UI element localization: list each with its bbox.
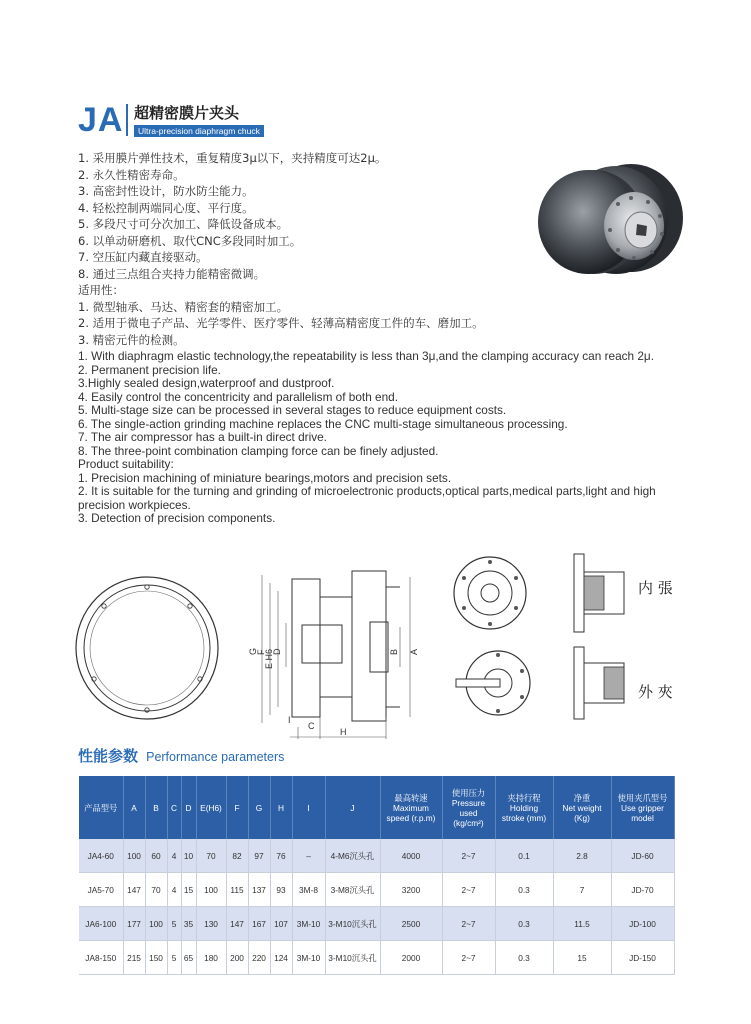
header-divider [126, 104, 128, 136]
section-view-drawing [250, 567, 460, 739]
dim-f: F [256, 649, 266, 655]
front-view-drawing [74, 575, 220, 721]
table-header-cell: C [167, 776, 181, 839]
table-cell: JA8-150 [79, 941, 123, 975]
table-cell: 100 [123, 839, 145, 873]
table-cell: 4-M6沉头孔 [325, 839, 380, 873]
feature-cn-item: 2. 永久性精密寿命。 [78, 167, 185, 182]
dim-b: B [389, 648, 399, 655]
dim-e: E H6 [264, 648, 274, 669]
table-cell: 2~7 [442, 873, 495, 907]
feature-en-item: 4. Easily control the concentricity and parallelism of both end. [78, 389, 398, 404]
table-row [79, 941, 674, 975]
table-cell: 147 [123, 873, 145, 907]
table-cell: 3-M10沉头孔 [325, 907, 380, 941]
inner-section-drawing [570, 550, 630, 636]
feature-en-item: 3. Detection of precision components. [78, 511, 276, 525]
table-cell: 177 [123, 907, 145, 941]
table-cell: 65 [181, 941, 196, 975]
table-cell: 97 [248, 839, 270, 873]
table-cell: JA5-70 [79, 873, 123, 907]
feature-cn-item: 8. 通过三点组合夹持力能精密微调。 [78, 266, 266, 281]
dim-g: G [248, 647, 258, 655]
features-cn [78, 150, 518, 348]
inner-chuck-drawing [450, 550, 530, 636]
table-cell: 2~7 [442, 941, 495, 975]
feature-cn-item: 1. 采用膜片弹性技术，重复精度3μ以下，夹持精度可达2μ。 [78, 151, 387, 165]
performance-table [79, 776, 675, 975]
table-cell: 124 [270, 941, 292, 975]
table-header-cell: 使用压力 Pressure used (kg/cm²) [442, 776, 495, 839]
table-header-cell: E(H6) [196, 776, 226, 839]
table-cell: 2~7 [442, 839, 495, 873]
table-cell: 3M-8 [292, 873, 325, 907]
table-cell: 0.3 [495, 907, 553, 941]
table-cell: 200 [226, 941, 248, 975]
table-header-cell: 最高转速 Maximum speed (r.p.m) [380, 776, 442, 839]
feature-cn-item: 1. 微型轴承、马达、精密套的精密加工。 [78, 299, 289, 314]
inner-expand-label: 内 張 [638, 579, 673, 597]
feature-en-item: 2. Permanent precision life. [78, 362, 221, 377]
table-cell: 2500 [380, 907, 442, 941]
product-title-cn: 超精密膜片夹头 [134, 104, 240, 122]
table-cell: 107 [270, 907, 292, 941]
feature-cn-item: 3. 高密封性设计，防水防尘能力。 [78, 184, 254, 198]
table-cell: 147 [226, 907, 248, 941]
table-cell: 7 [553, 873, 611, 907]
table-row [79, 907, 674, 941]
feature-cn-item: 6. 以单动研磨机、取代CNC多段同时加工。 [78, 233, 302, 248]
table-cell: 70 [145, 873, 167, 907]
table-cell: 5 [167, 941, 181, 975]
dim-c: C [308, 721, 315, 731]
table-header-cell: 净重 Net weight (Kg) [553, 776, 611, 839]
table-cell: 60 [145, 839, 167, 873]
table-header-cell: J [325, 776, 380, 839]
table-cell: JD-100 [611, 907, 674, 941]
table-cell: 130 [196, 907, 226, 941]
table-header-row [79, 776, 674, 839]
table-cell: 93 [270, 873, 292, 907]
table-header-cell: 夹持行程 Holding stroke (mm) [495, 776, 553, 839]
table-cell: 3M-10 [292, 907, 325, 941]
feature-en-item: 1. With diaphragm elastic technology,the repeatability is less than 3μ,and the clamping accuracy can reach 2μ. [78, 349, 655, 363]
table-cell: 115 [226, 873, 248, 907]
table-cell: 15 [181, 873, 196, 907]
table-cell: 150 [145, 941, 167, 975]
table-row [79, 873, 674, 907]
feature-en-item: 1. Precision machining of miniature bearings,motors and precision sets. [78, 470, 452, 485]
table-cell: 100 [145, 907, 167, 941]
table-cell: 35 [181, 907, 196, 941]
table-cell: JA6-100 [79, 907, 123, 941]
feature-cn-item: 2. 适用于微电子产品、光学零件、医疗零件、轻薄高精密度工件的车、磨加工。 [78, 316, 484, 330]
table-header-cell: I [292, 776, 325, 839]
table-header-cell: G [248, 776, 270, 839]
table-cell: 82 [226, 839, 248, 873]
table-cell: 2000 [380, 941, 442, 975]
features-en [78, 350, 678, 526]
dim-h: H [340, 727, 347, 737]
table-header-cell: H [270, 776, 292, 839]
product-photo [536, 160, 686, 280]
table-cell: 11.5 [553, 907, 611, 941]
table-cell: 2.8 [553, 839, 611, 873]
table-cell: 215 [123, 941, 145, 975]
table-cell: 137 [248, 873, 270, 907]
performance-title-cn: 性能参数 [78, 747, 139, 765]
feature-cn-item: 5. 多段尺寸可分次加工、降低设备成本。 [78, 217, 289, 231]
table-cell: 0.1 [495, 839, 553, 873]
feature-cn-item: 3. 精密元件的检测。 [78, 332, 185, 347]
table-cell: 5 [167, 907, 181, 941]
table-cell: 3-M10沉头孔 [325, 941, 380, 975]
feature-cn-item: 7. 空压缸内藏直接驱动。 [78, 250, 208, 264]
table-cell: JD-150 [611, 941, 674, 975]
product-title-en: Ultra-precision diaphragm chuck [134, 125, 264, 137]
technical-drawings [70, 545, 680, 745]
table-cell: 180 [196, 941, 226, 975]
feature-cn-item: 适用性： [78, 283, 124, 297]
table-cell: 10 [181, 839, 196, 873]
table-cell: 0.3 [495, 873, 553, 907]
table-cell: JD-70 [611, 873, 674, 907]
table-cell: 76 [270, 839, 292, 873]
feature-en-item: Product suitability: [78, 457, 174, 471]
table-cell: 167 [248, 907, 270, 941]
dim-d: D [272, 648, 282, 655]
table-cell: 220 [248, 941, 270, 975]
product-code: JA [78, 101, 124, 139]
feature-en-item: 3.Highly sealed design,waterproof and dustproof. [78, 376, 335, 390]
dim-a: A [409, 648, 419, 655]
feature-cn-item: 4. 轻松控制两端同心度、平行度。 [78, 200, 254, 215]
table-cell: 4 [167, 873, 181, 907]
table-row [79, 839, 674, 873]
feature-en-item: 8. The three-point combination clamping force can be finely adjusted. [78, 443, 439, 458]
table-cell: 2~7 [442, 907, 495, 941]
table-cell: 4 [167, 839, 181, 873]
table-cell: – [292, 839, 325, 873]
table-header-cell: A [123, 776, 145, 839]
feature-en-item: 6. The single-action grinding machine replaces the CNC multi-stage simultaneous processing. [78, 416, 568, 431]
outer-section-drawing [570, 643, 630, 723]
outer-chuck-drawing [454, 643, 530, 723]
table-header-cell: 产品型号 [79, 776, 123, 839]
table-cell: 0.3 [495, 941, 553, 975]
performance-title-en: Performance parameters [146, 750, 285, 764]
table-cell: 3M-10 [292, 941, 325, 975]
feature-en-item: 7. The air compressor has a built-in direct drive. [78, 430, 327, 444]
table-cell: JD-60 [611, 839, 674, 873]
table-header-cell: F [226, 776, 248, 839]
feature-en-item: 2. It is suitable for the turning and grinding of microelectronic products,optical parts,medical parts,light and high precision workpieces. [78, 484, 656, 512]
table-header-cell: B [145, 776, 167, 839]
table-header-cell: 使用夹爪型号 Use gripper model [611, 776, 674, 839]
outer-clamp-label: 外 夾 [638, 683, 673, 701]
dim-i: I [288, 715, 291, 725]
performance-title [78, 745, 284, 766]
table-cell: 15 [553, 941, 611, 975]
table-cell: 3200 [380, 873, 442, 907]
feature-en-item: 5. Multi-stage size can be processed in several stages to reduce equipment costs. [78, 403, 507, 417]
table-cell: 3-M8沉头孔 [325, 873, 380, 907]
table-cell: 70 [196, 839, 226, 873]
table-cell: JA4-60 [79, 839, 123, 873]
table-cell: 100 [196, 873, 226, 907]
table-header-cell: D [181, 776, 196, 839]
table-cell: 4000 [380, 839, 442, 873]
